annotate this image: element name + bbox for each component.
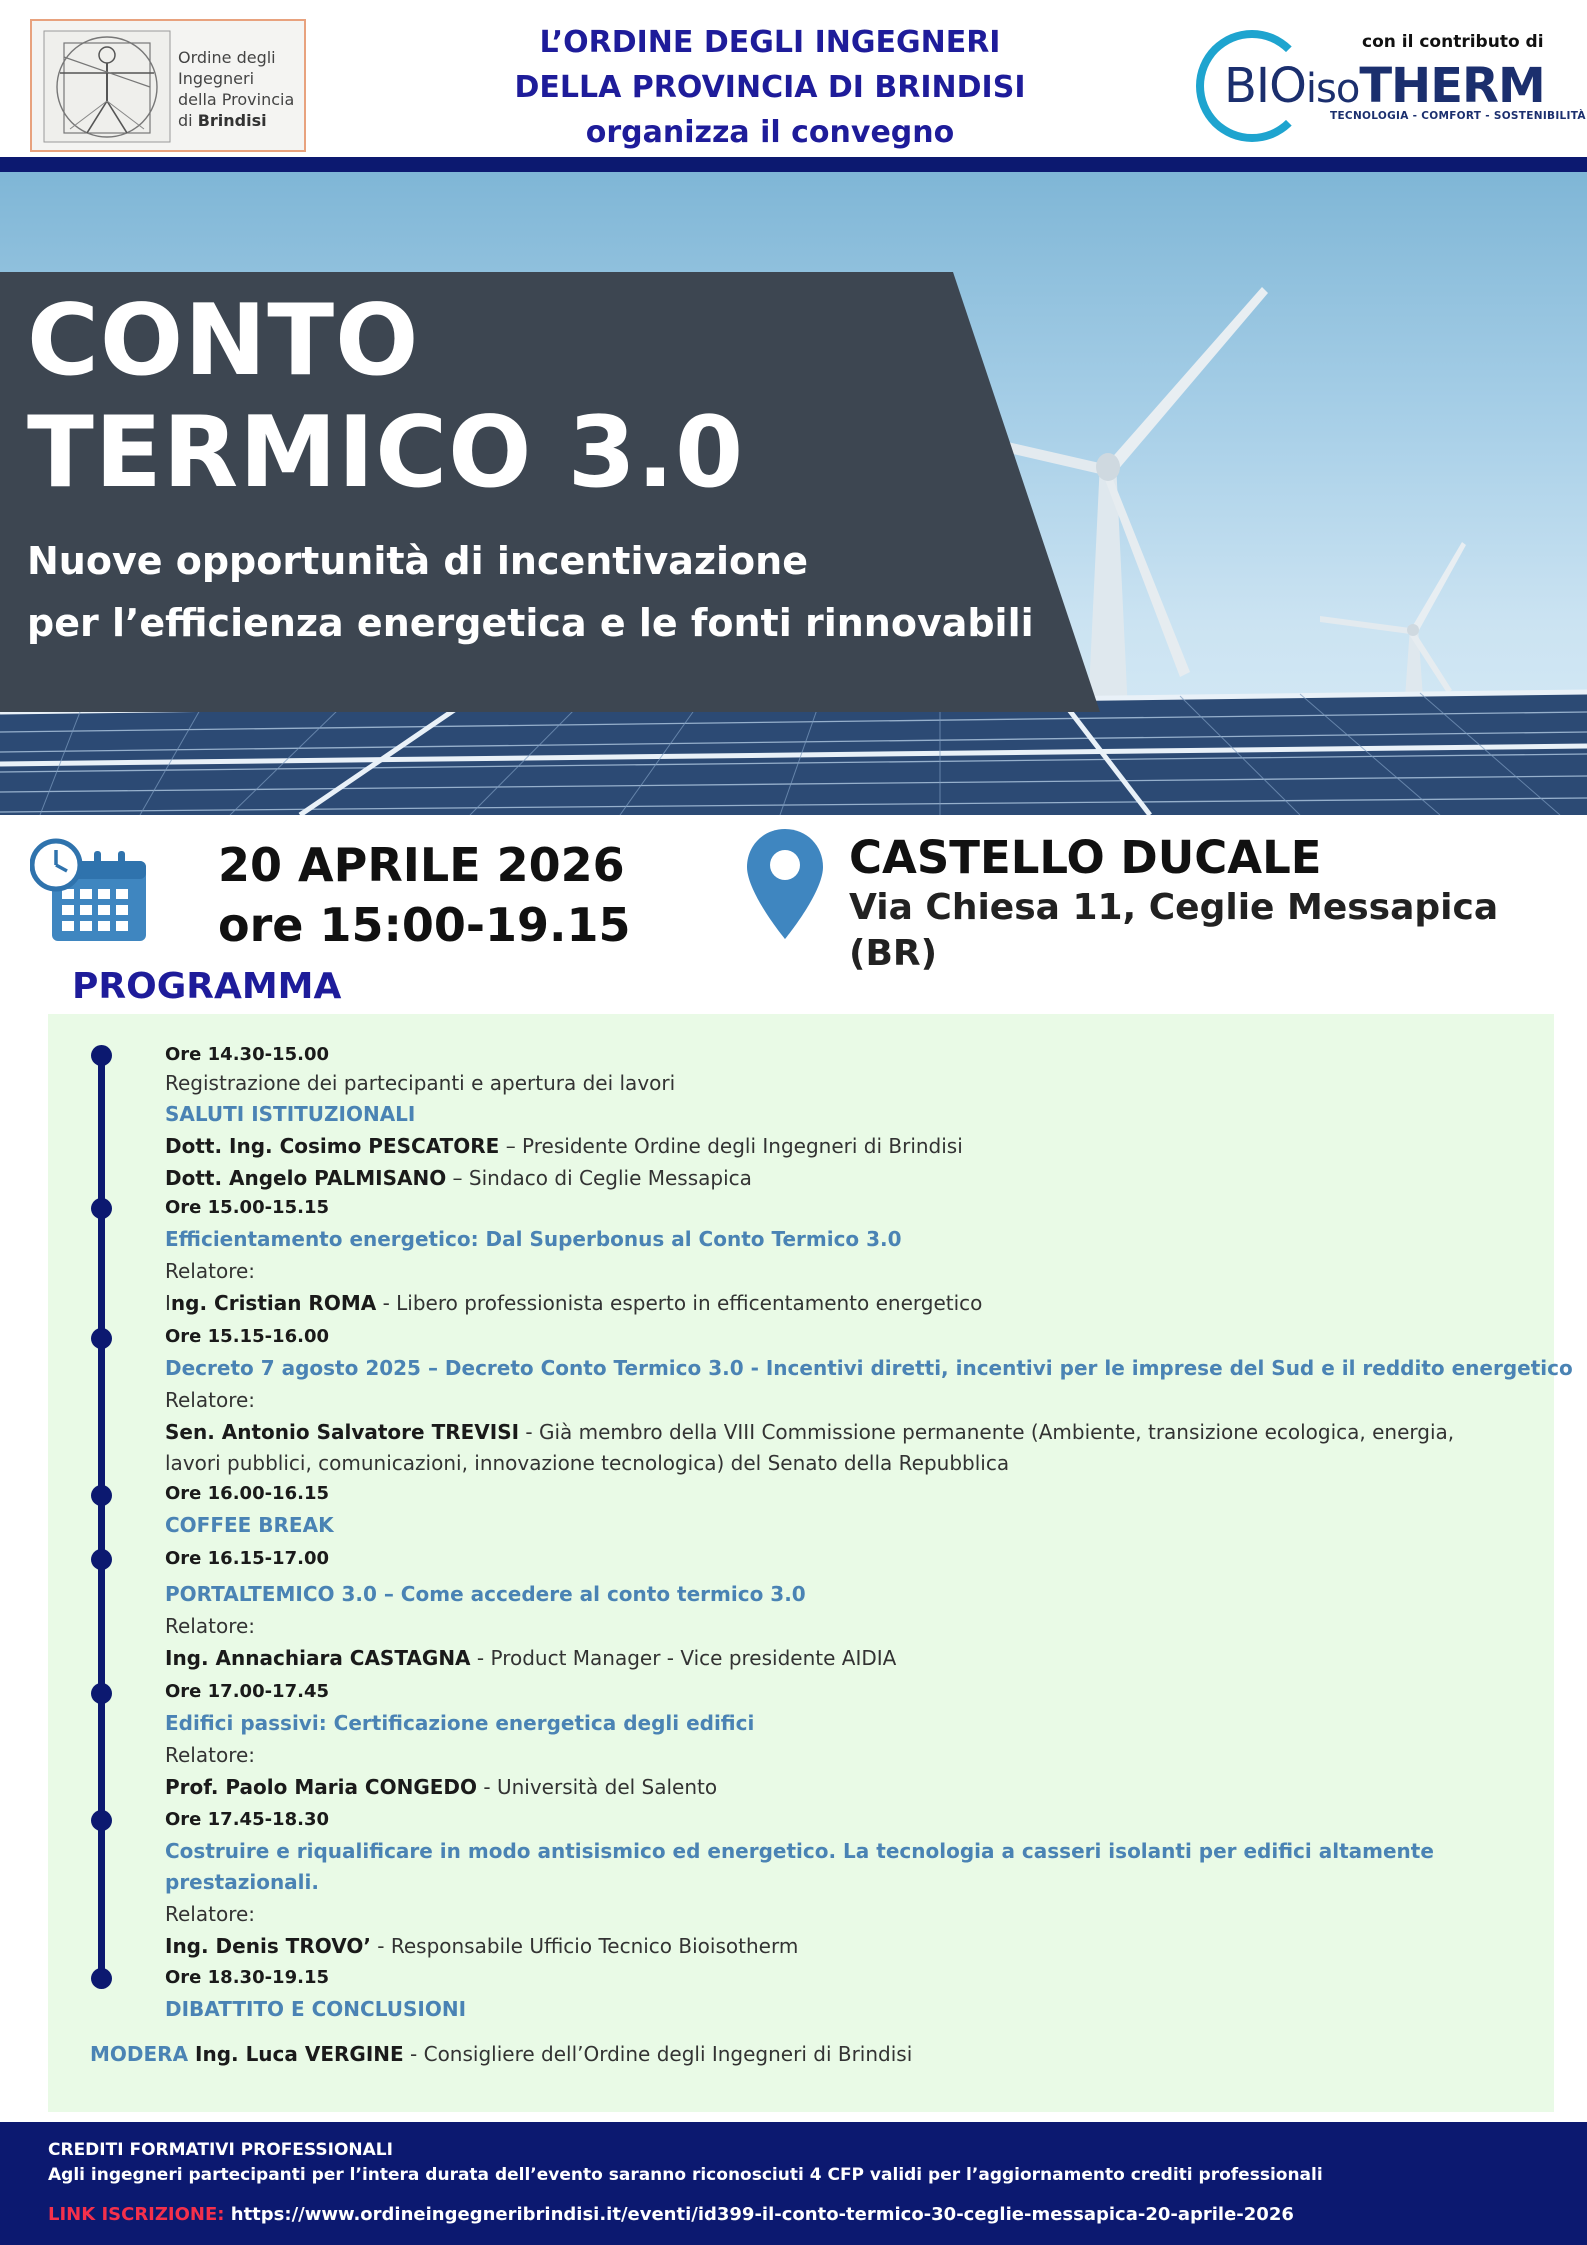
credits-text: Agli ingegneri partecipanti per l’intera durata dell’evento saranno riconosciuti 4 CFP validi per l’aggiornamento crediti professionali bbox=[48, 2165, 1323, 2185]
session-topic: Decreto 7 agosto 2025 – Decreto Conto Termico 3.0 - Incentivi diretti, incentivi per le imprese del Sud e il reddito energetico bbox=[165, 1356, 1573, 1380]
session-time: Ore 15.00-15.15 bbox=[165, 1197, 329, 1218]
timeline-dot bbox=[91, 1328, 112, 1349]
event-title: CONTO TERMICO 3.0 bbox=[27, 284, 745, 510]
session-topic: SALUTI ISTITUZIONALI bbox=[165, 1102, 416, 1126]
session-topic: Edifici passivi: Certificazione energetica degli edifici bbox=[165, 1711, 755, 1735]
speaker-line: Dott. Angelo PALMISANO – Sindaco di Ceglie Messapica bbox=[165, 1166, 752, 1190]
session-time: Ore 14.30-15.00 bbox=[165, 1044, 329, 1065]
speaker-label: Relatore: bbox=[165, 1743, 256, 1767]
session-time: Ore 16.15-17.00 bbox=[165, 1548, 329, 1569]
timeline-dot bbox=[91, 1198, 112, 1219]
session-topic: PORTALTEMICO 3.0 – Come accedere al conto termico 3.0 bbox=[165, 1582, 806, 1606]
speaker-label: Relatore: bbox=[165, 1259, 256, 1283]
session-topic: COFFEE BREAK bbox=[165, 1513, 334, 1537]
bioisotherm-logo bbox=[1196, 30, 1586, 142]
timeline-dot bbox=[91, 1683, 112, 1704]
speaker-line: Ing. Denis TROVO’ - Responsabile Ufficio Tecnico Bioisotherm bbox=[165, 1934, 799, 1958]
speaker-line: Dott. Ing. Cosimo PESCATORE – Presidente Ordine degli Ingegneri di Brindisi bbox=[165, 1134, 963, 1158]
organizer-title: L’ORDINE DEGLI INGEGNERI DELLA PROVINCIA DI BRINDISI organizza il convegno bbox=[514, 25, 1026, 150]
credits-title: CREDITI FORMATIVI PROFESSIONALI bbox=[48, 2140, 393, 2160]
ordine-logo bbox=[30, 19, 306, 152]
speaker-line: Sen. Antonio Salvatore TREVISI - Già membro della VIII Commissione permanente (Ambiente, transizione ecologica, energia, bbox=[165, 1420, 1455, 1444]
timeline-dot bbox=[91, 1968, 112, 1989]
session-topic: DIBATTITO E CONCLUSIONI bbox=[165, 1997, 467, 2021]
session-time: Ore 15.15-16.00 bbox=[165, 1326, 329, 1347]
header bbox=[0, 0, 1587, 160]
session-time: Ore 16.00-16.15 bbox=[165, 1483, 329, 1504]
program-title: PROGRAMMA bbox=[72, 966, 342, 1007]
session-time: Ore 18.30-19.15 bbox=[165, 1967, 329, 1988]
speaker-label: Relatore: bbox=[165, 1614, 256, 1638]
event-info bbox=[0, 815, 1587, 974]
speaker-line: Ing. Cristian ROMA - Libero professionista esperto in efficentamento energetico bbox=[165, 1291, 983, 1315]
calendar-clock-icon bbox=[30, 837, 150, 945]
sponsor-label: con il contributo di bbox=[1362, 32, 1544, 52]
moderator-line: MODERA Ing. Luca VERGINE - Consigliere dell’Ordine degli Ingegneri di Brindisi bbox=[90, 2042, 913, 2066]
timeline-dot bbox=[91, 1045, 112, 1066]
hero-banner bbox=[0, 172, 1587, 815]
event-date-time: 20 APRILE 2026 ore 15:00-19.15 bbox=[218, 838, 631, 952]
bioisotherm-wordmark: BIOisoTHERM bbox=[1224, 58, 1545, 114]
speaker-line-continued: lavori pubblici, comunicazioni, innovazione tecnologica) del Senato della Repubblica bbox=[165, 1451, 1010, 1475]
speaker-line: Ing. Annachiara CASTAGNA - Product Manager - Vice presidente AIDIA bbox=[165, 1646, 897, 1670]
session-topic-continued: prestazionali. bbox=[165, 1870, 319, 1894]
footer bbox=[0, 2122, 1587, 2245]
session-topic: Efficientamento energetico: Dal Superbonus al Conto Termico 3.0 bbox=[165, 1227, 902, 1251]
venue-name: CASTELLO DUCALE bbox=[849, 831, 1322, 884]
ordine-logo-text: Ordine degli Ingegneri della Provincia di Brindisi bbox=[178, 48, 295, 130]
speaker-label: Relatore: bbox=[165, 1902, 256, 1926]
session-time: Ore 17.45-18.30 bbox=[165, 1809, 329, 1830]
location-pin-icon bbox=[745, 827, 825, 942]
event-subtitle: Nuove opportunità di incentivazione per l’efficienza energetica e le fonti rinnovabili bbox=[27, 539, 1034, 645]
speaker-label: Relatore: bbox=[165, 1388, 256, 1412]
bioisotherm-tagline: TECNOLOGIA - COMFORT - SOSTENIBILITÀ bbox=[1330, 110, 1586, 122]
session-topic: Costruire e riqualificare in modo antisismico ed energetico. La tecnologia a casseri isolanti per edifici altamente bbox=[165, 1839, 1434, 1863]
timeline-dot bbox=[91, 1485, 112, 1506]
registration-url[interactable]: https://www.ordineingegneribrindisi.it/eventi/id399-il-conto-termico-30-ceglie-messapica-20-aprile-2026 bbox=[224, 2204, 1294, 2225]
wind-turbine-small bbox=[1320, 542, 1466, 712]
session-time: Ore 17.00-17.45 bbox=[165, 1681, 329, 1702]
vitruvian-man-icon bbox=[42, 29, 172, 144]
session-text: Registrazione dei partecipanti e apertura dei lavori bbox=[165, 1071, 676, 1095]
program-timeline bbox=[98, 1053, 105, 1979]
timeline-dot bbox=[91, 1810, 112, 1831]
registration-link: LINK ISCRIZIONE: https://www.ordineingegneribrindisi.it/eventi/id399-il-conto-termico-30-ceglie-messapica-20-aprile-2026 bbox=[48, 2204, 1294, 2225]
speaker-line: Prof. Paolo Maria CONGEDO - Università del Salento bbox=[165, 1775, 718, 1799]
venue-address: Via Chiesa 11, Ceglie Messapica (BR) bbox=[849, 887, 1499, 974]
timeline-dot bbox=[91, 1549, 112, 1570]
header-divider bbox=[0, 157, 1587, 172]
